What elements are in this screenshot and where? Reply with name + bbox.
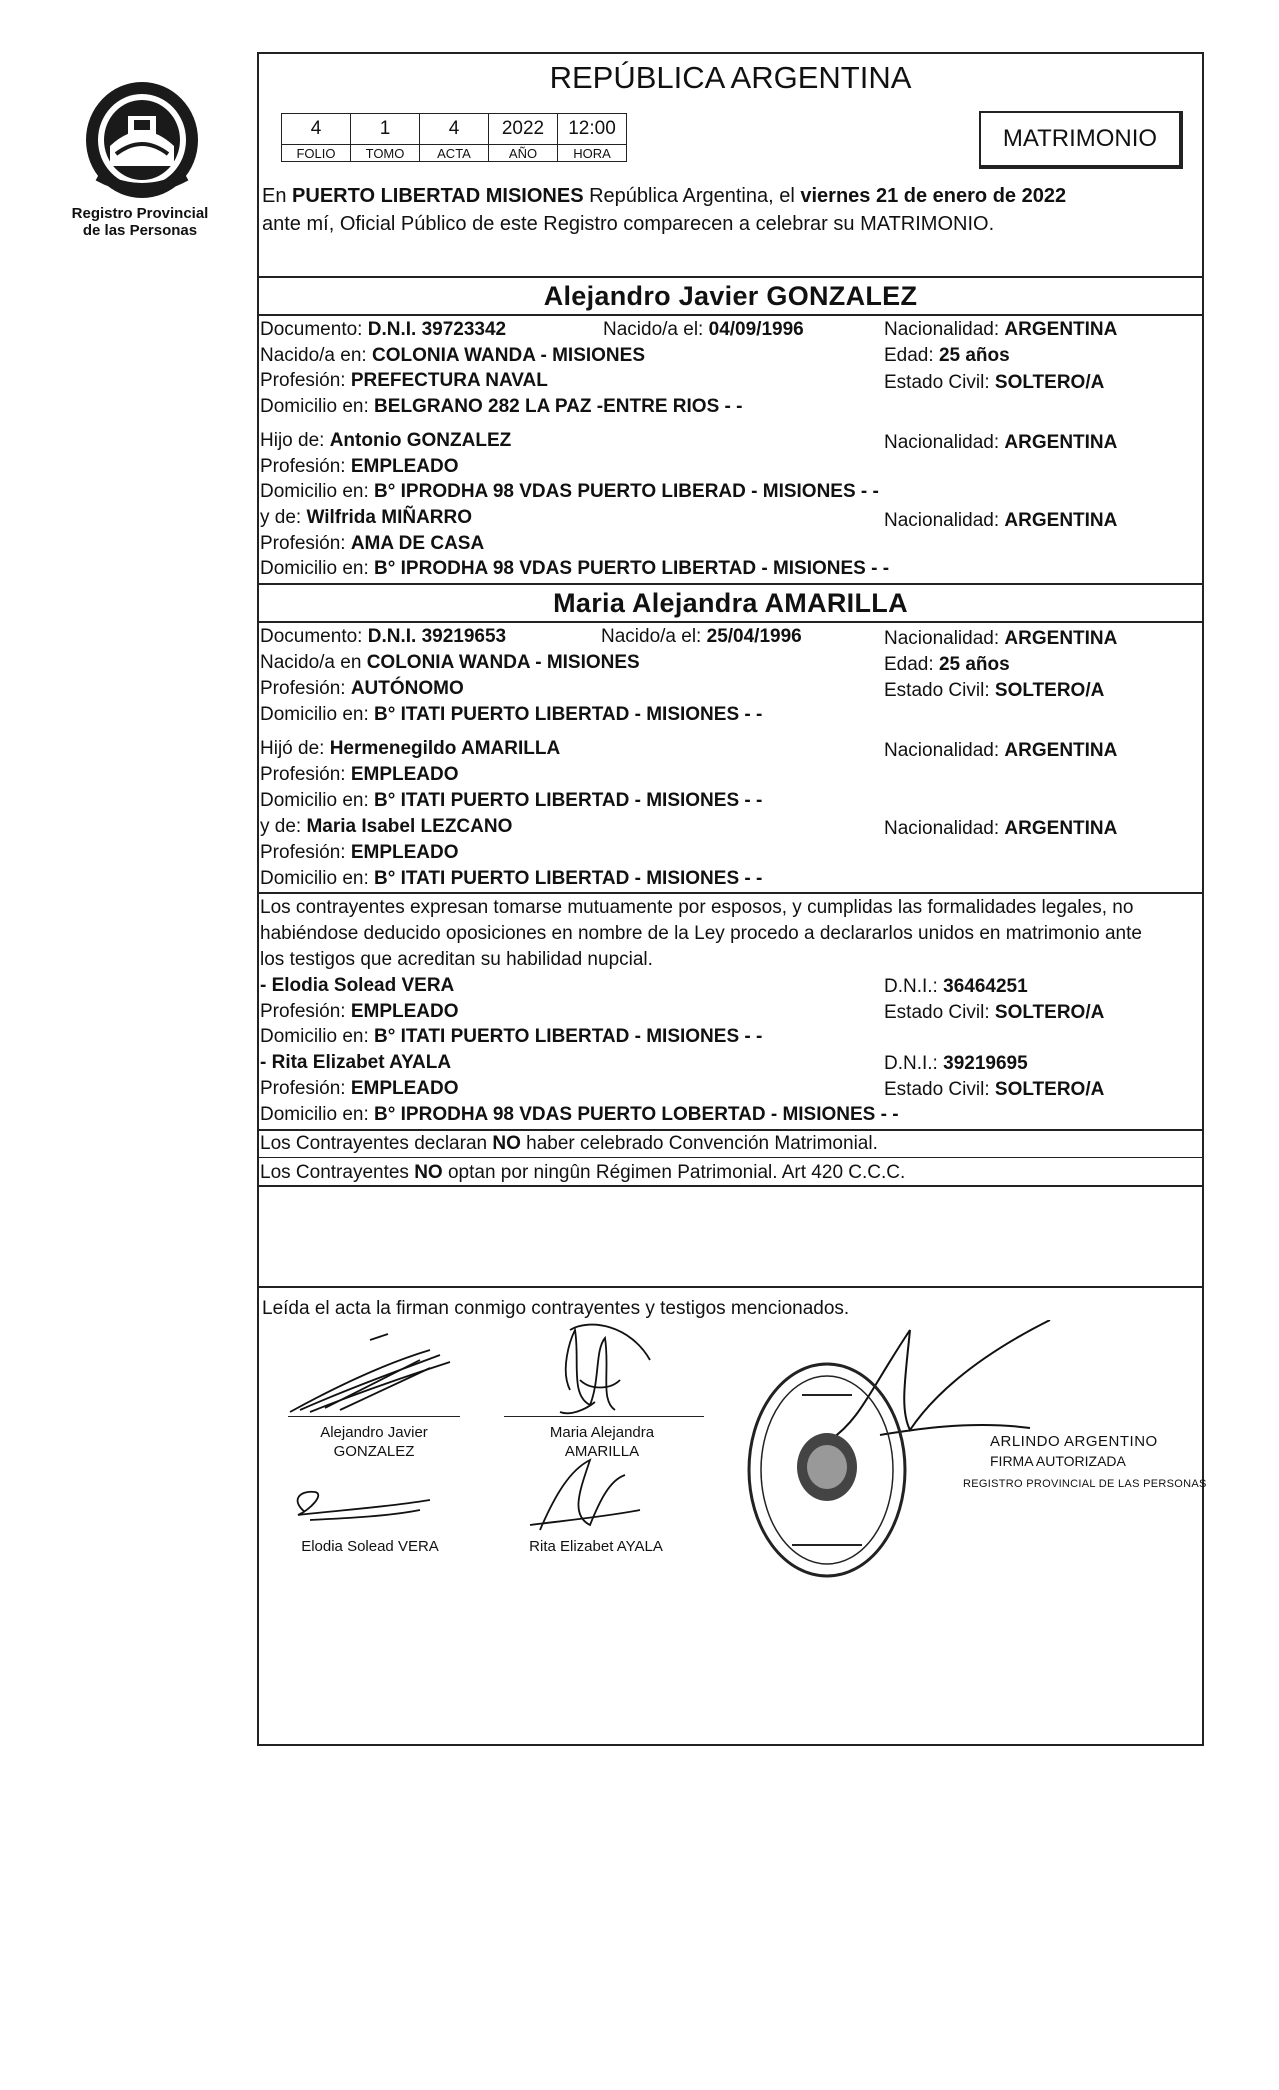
spouse1-father-prof: Profesión: EMPLEADO [260,456,459,477]
spouse1-father: Hijo de: Antonio GONZALEZ [260,430,512,451]
sig4-name: Rita Elizabet AYALA [529,1538,663,1555]
spouse1-doc: Documento: D.N.I. 39723342 [260,319,507,340]
misiones-seal-icon [80,76,204,200]
spouse2-birthplace: Nacido/a en COLONIA WANDA - MISIONES [260,652,640,673]
spouse2-age: Edad: 25 años [884,654,1010,675]
tomo-label: TOMO [351,145,420,162]
spouse2-name: Maria Alejandra AMARILLA [553,588,908,618]
spouse2-nat: Nacionalidad: ARGENTINA [884,628,1118,649]
stamp-icon [742,1355,912,1585]
spouse1-civil: Estado Civil: SOLTERO/A [884,372,1105,393]
spouse1-birthplace: Nacido/a en: COLONIA WANDA - MISIONES [260,345,646,366]
hora-value: 12:00 [558,114,627,145]
witness1-dni: D.N.I.: 36464251 [884,976,1028,997]
spouse2-father: Hijó de: Hermenegildo AMARILLA [260,738,561,759]
spouse1-mother-addr: Domicilio en: B° IPRODHA 98 VDAS PUERTO LIBERTAD - MISIONES - - [260,558,890,579]
spouse2-born: Nacido/a el: 25/04/1996 [601,626,802,647]
witness1-addr: Domicilio en: B° ITATI PUERTO LIBERTAD - MISIONES - - [260,1026,763,1047]
official-title: FIRMA AUTORIZADA [990,1453,1126,1469]
witness1-name: - Elodia Solead VERA [260,975,455,996]
witness1-civil: Estado Civil: SOLTERO/A [884,1002,1105,1023]
spouse1-mother: y de: Wilfrida MIÑARRO [260,507,473,528]
folio-label: FOLIO [282,145,351,162]
country-title: REPÚBLICA ARGENTINA [549,60,912,95]
witness2-dni: D.N.I.: 39219695 [884,1053,1028,1074]
spouse2-father-prof: Profesión: EMPLEADO [260,764,459,785]
sig2-name-line1: Maria Alejandra [549,1424,655,1441]
anio-label: AÑO [489,145,558,162]
sig1-name-line2: GONZALEZ [333,1443,415,1460]
witness2-addr: Domicilio en: B° IPRODHA 98 VDAS PUERTO LOBERTAD - MISIONES - - [260,1104,899,1125]
closing-statement: Leída el acta la firman conmigo contrayentes y testigos mencionados. [262,1298,850,1319]
spouse2-mother: y de: Maria Isabel LEZCANO [260,816,513,837]
sig3-name: Elodia Solead VERA [301,1538,439,1555]
declaration-line-2: habiéndose deducido oposiciones en nombre de la Ley procedo a declararlos unidos en matrimonio ante [260,923,1142,944]
declaration-line-3: los testigos que acreditan su habilidad nupcial. [260,949,653,970]
spouse2-civil: Estado Civil: SOLTERO/A [884,680,1105,701]
folio-value: 4 [282,114,351,145]
spouse2-father-nat: Nacionalidad: ARGENTINA [884,740,1118,761]
spouse1-addr: Domicilio en: BELGRANO 282 LA PAZ -ENTRE RIOS - - [260,396,743,417]
spouse2-doc: Documento: D.N.I. 39219653 [260,626,507,647]
regime-note: Los Contrayentes NO optan por ningûn Régimen Patrimonial. Art 420 C.C.C. [260,1162,906,1183]
spouse2-father-addr: Domicilio en: B° ITATI PUERTO LIBERTAD - MISIONES - - [260,790,763,811]
anio-value: 2022 [489,114,558,145]
tomo-value: 1 [351,114,420,145]
spouse2-mother-addr: Domicilio en: B° ITATI PUERTO LIBERTAD - MISIONES - - [260,868,763,889]
spouse2-mother-nat: Nacionalidad: ARGENTINA [884,818,1118,839]
record-type-box: MATRIMONIO [979,111,1183,169]
registry-stamp [742,1355,912,1585]
sig1-name-line1: Alejandro Javier [320,1424,428,1441]
convention-note: Los Contrayentes declaran NO haber celebrado Convención Matrimonial. [260,1133,878,1154]
record-fields-table [281,113,627,162]
spouse1-born: Nacido/a el: 04/09/1996 [603,319,804,340]
registry-caption-line1: Registro Provincial [71,205,209,222]
hora-label: HORA [558,145,627,162]
spouse2-mother-prof: Profesión: EMPLEADO [260,842,459,863]
official-name: ARLINDO ARGENTINO [990,1433,1158,1450]
spouse1-prof: Profesión: PREFECTURA NAVAL [260,370,548,391]
spouse1-nat: Nacionalidad: ARGENTINA [884,319,1118,340]
spouse1-name: Alejandro Javier GONZALEZ [543,281,918,311]
acta-label: ACTA [420,145,489,162]
witness2-civil: Estado Civil: SOLTERO/A [884,1079,1105,1100]
spouse2-prof: Profesión: AUTÓNOMO [260,678,464,699]
witness2-name: - Rita Elizabet AYALA [260,1052,452,1073]
acta-value: 4 [420,114,489,145]
spouse1-age: Edad: 25 años [884,345,1010,366]
registry-logo [80,76,204,200]
spouse1-father-addr: Domicilio en: B° IPRODHA 98 VDAS PUERTO LIBERAD - MISIONES - - [260,481,879,502]
spouse1-father-nat: Nacionalidad: ARGENTINA [884,432,1118,453]
declaration-line-1: Los contrayentes expresan tomarse mutuamente por esposos, y cumplidas las formalidades legales, no [260,897,1134,918]
witness2-prof: Profesión: EMPLEADO [260,1078,459,1099]
sig2-name-line2: AMARILLA [564,1443,640,1460]
spouse2-addr: Domicilio en: B° ITATI PUERTO LIBERTAD - MISIONES - - [260,704,763,725]
witness1-prof: Profesión: EMPLEADO [260,1001,459,1022]
spouse1-mother-nat: Nacionalidad: ARGENTINA [884,510,1118,531]
intro-line-1: En PUERTO LIBERTAD MISIONES República Argentina, el viernes 21 de enero de 2022 [262,185,1067,207]
spouse1-mother-prof: Profesión: AMA DE CASA [260,533,485,554]
official-org: REGISTRO PROVINCIAL DE LAS PERSONAS [963,1478,1207,1490]
registry-caption-line2: de las Personas [82,222,198,239]
intro-line-2: ante mí, Oficial Público de este Registro comparecen a celebrar su MATRIMONIO. [262,213,995,235]
